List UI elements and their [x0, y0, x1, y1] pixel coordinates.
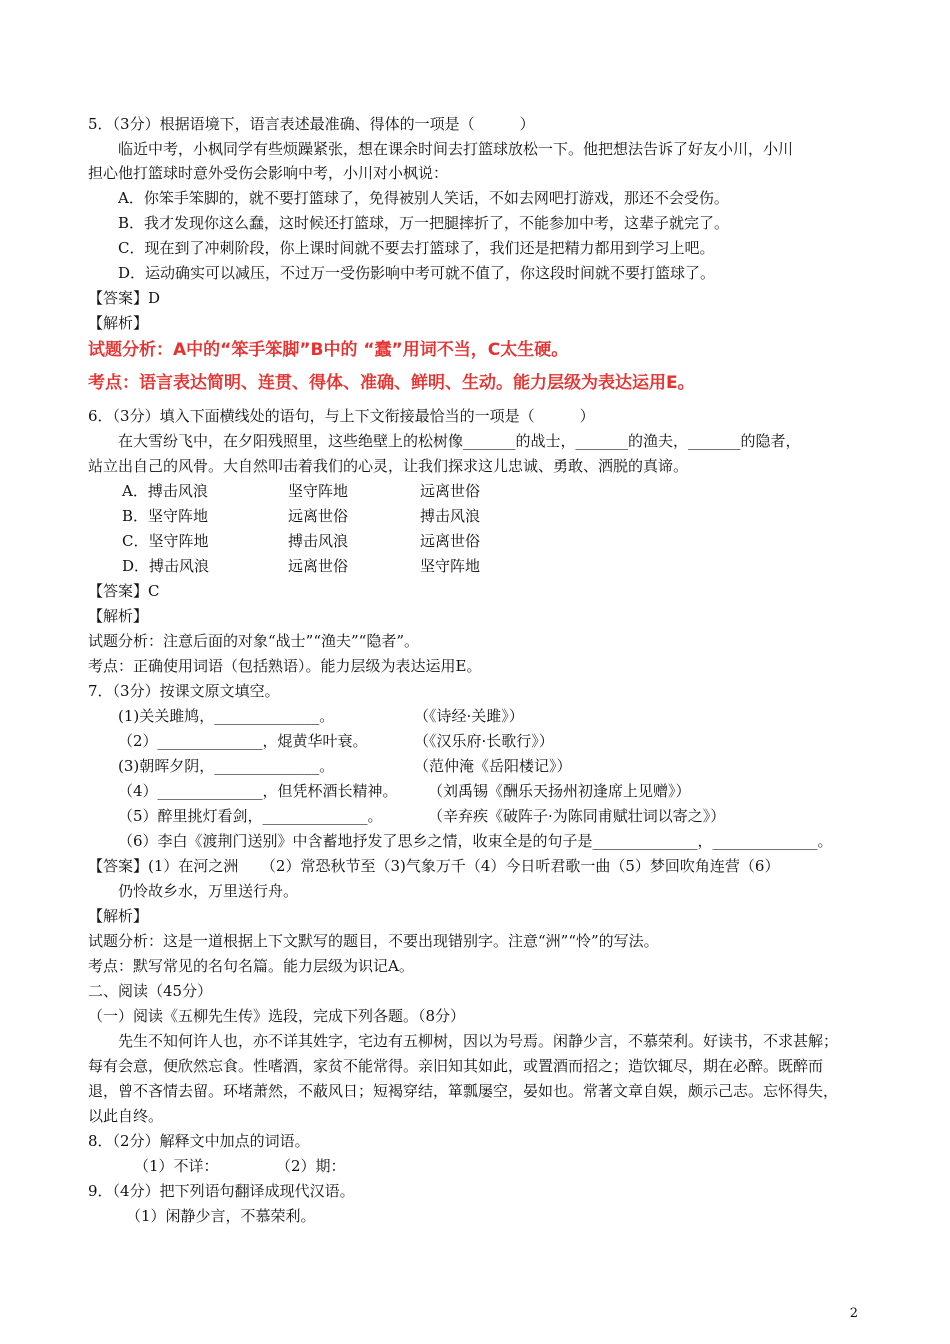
- q6-option-d-2: 远离世俗: [288, 557, 349, 575]
- passage-line3: 退，曾不吝情去留。环堵萧然，不蔽风日；短褐穿结，箪瓢屡空，晏如也。常著文章自娱，颇示己志。忘怀得失，: [88, 1082, 839, 1100]
- q7-item3-text: (3)朝晖夕阴，______________。: [118, 757, 335, 775]
- q5-option-b: B．我才发现你这么蠢，这时候还打篮球，万一把腿摔折了，不能参加中考，这辈子就完了。: [118, 214, 730, 232]
- q5-jiexi-label: 【解析】: [88, 314, 149, 332]
- q6-answer: 【答案】C: [88, 582, 160, 600]
- q6-option-c-1: C．坚守阵地: [122, 532, 209, 550]
- q7-item5-source: （辛弃疾《破阵子·为陈同甫赋壮词以寄之》）: [428, 807, 726, 825]
- q5-option-a: A．你笨手笨脚的，就不要打篮球了，免得被别人笑话，不如去网吧打游戏，那还不会受伤。: [118, 189, 729, 207]
- q7-item1-text: (1)关关雎鸠，______________。: [118, 707, 335, 725]
- q6-context-line1: 在大雪纷飞中，在夕阳残照里，这些绝壁上的松树像_______的战士，_______的渔夫，_______的隐者，: [118, 432, 801, 450]
- q9-stem: 9．（4分）把下列语句翻译成现代汉语。: [88, 1182, 355, 1200]
- q6-option-a-2: 坚守阵地: [288, 482, 349, 500]
- q5-stem: 5．（3分）根据语境下，语言表述最准确、得体的一项是（ ）: [88, 115, 535, 133]
- q5-answer: 【答案】D: [88, 289, 161, 307]
- q6-kaodian: 考点：正确使用词语（包括熟语）。能力层级为表达运用E。: [88, 657, 482, 675]
- q6-option-c-3: 远离世俗: [420, 532, 481, 550]
- q7-item4-source: （刘禹锡《酬乐天扬州初逢席上见赠》）: [428, 782, 691, 800]
- q7-item3-source: （范仲淹《岳阳楼记》）: [414, 757, 572, 775]
- q7-item5-text: （5）醉里挑灯看剑，______________。: [118, 807, 383, 825]
- q7-answer-line1: 【答案】(1）在河之洲 （2）常恐秋节至（3)气象万千（4）今日听君歌一曲（5）梦回吹角连营（6）: [88, 857, 780, 875]
- q7-stem: 7．（3分）按课文原文填空。: [88, 682, 280, 700]
- q6-option-a-3: 远离世俗: [420, 482, 481, 500]
- q6-context-line2: 站立出自己的风骨。大自然叩击着我们的心灵，让我们探求这儿忠诚、勇敢、洒脱的真谛。: [88, 457, 689, 475]
- section-2-subtitle: （一）阅读《五柳先生传》选段，完成下列各题。（8分）: [88, 1007, 466, 1025]
- section-2-title: 二、阅读（45分）: [88, 982, 213, 1000]
- q6-stem: 6．（3分）填入下面横线处的语句，与上下文衔接最恰当的一项是（ ）: [88, 407, 595, 425]
- q5-context-line2: 担心他打篮球时意外受伤会影响中考，小川对小枫说：: [88, 164, 449, 182]
- passage-line4: 以此自终。: [88, 1107, 164, 1125]
- q7-jiexi-label: 【解析】: [88, 907, 149, 925]
- passage-line2: 每有会意，便欣然忘食。性嗜酒，家贫不能常得。亲旧知其如此，或置酒而招之；造饮辄尽，期在必醉。既醉而: [88, 1057, 824, 1075]
- q8-item2: （2）期：: [276, 1157, 346, 1175]
- q6-option-b-2: 远离世俗: [288, 507, 349, 525]
- q7-kaodian: 考点：默写常见的名句名篇。能力层级为识记A。: [88, 957, 414, 975]
- q6-option-c-2: 搏击风浪: [288, 532, 349, 550]
- q6-option-d-1: D．搏击风浪: [122, 557, 210, 575]
- q5-option-c: C．现在到了冲刺阶段，你上课时间就不要去打篮球了，我们还是把精力都用到学习上吧。: [118, 239, 715, 257]
- q7-item1-source: （《诗经·关雎》）: [414, 707, 524, 725]
- q7-analysis: 试题分析：这是一道根据上下文默写的题目，不要出现错别字。注意“洲”“怜”的写法。: [88, 932, 659, 950]
- q5-kaodian: 考点：语言表达简明、连贯、得体、准确、鲜明、生动。能力层级为表达运用E。: [88, 373, 695, 393]
- q7-answer-line2: 仍怜故乡水，万里送行舟。: [118, 882, 299, 900]
- q8-item1: （1）不详：: [134, 1157, 219, 1175]
- passage-line1: 先生不知何许人也，亦不详其姓字，宅边有五柳树，因以为号焉。闲静少言，不慕荣利。好读书，不求甚解；: [118, 1032, 839, 1050]
- q6-option-b-3: 搏击风浪: [420, 507, 481, 525]
- q7-item2-text: （2）______________，焜黄华叶衰。: [118, 732, 368, 750]
- q7-item4-text: （4）______________，但凭杯酒长精神。: [118, 782, 398, 800]
- page-number: 2: [849, 1306, 858, 1321]
- q6-option-d-3: 坚守阵地: [420, 557, 481, 575]
- q6-analysis: 试题分析：注意后面的对象“战士”“渔夫”“隐者”。: [88, 632, 420, 650]
- q6-option-b-1: B．坚守阵地: [122, 507, 209, 525]
- q5-analysis: 试题分析：A中的“笨手笨脚”B中的 “蠢”用词不当，C太生硬。: [88, 340, 569, 360]
- q6-option-a-1: A．搏击风浪: [122, 482, 208, 500]
- q7-item6: （6）李白《渡荆门送别》中含蓄地抒发了思乡之情，收束全是的句子是______________，______________。: [118, 832, 833, 850]
- q5-option-d: D．运动确实可以减压，不过万一受伤影响中考可就不值了，你这段时间就不要打篮球了。: [118, 264, 716, 282]
- q5-context-line1: 临近中考，小枫同学有些烦躁紧张，想在课余时间去打篮球放松一下。他把想法告诉了好友小川，小川: [118, 140, 794, 158]
- q7-item2-source: （《汉乐府·长歌行》）: [414, 732, 554, 750]
- q6-jiexi-label: 【解析】: [88, 607, 149, 625]
- q9-item1: （1）闲静少言，不慕荣利。: [126, 1207, 316, 1225]
- q8-stem: 8．（2分）解释文中加点的词语。: [88, 1132, 310, 1150]
